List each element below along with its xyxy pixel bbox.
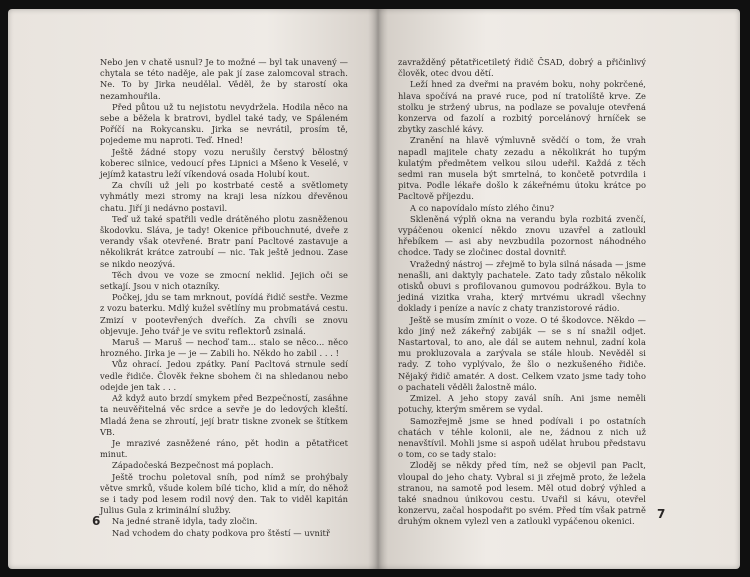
paragraph: Západočeská Bezpečnost má poplach.: [112, 460, 274, 471]
paragraph: Je mrazivé zasněžené ráno, pět hodin a pětatřicet minut.: [100, 437, 348, 460]
left-page-text: [100, 57, 348, 539]
book-spread: [8, 9, 740, 571]
right-page-number: 7: [657, 507, 666, 521]
paragraph: Za chvíli už jeli po kostrbaté cestě a světlomety vyhmátly mezi stromy na kraji lesa nízkou dřevěnou chatu. Jiří ji nedávno postavil.: [100, 180, 348, 213]
paragraph: Ještě trochu poletoval sníh, pod nímž se prohýbaly větve smrků, všude kolem bílé ticho, klid a mír, do něhož se i tady pod lesem rodil nový den. Tak to viděl kapitán Julius Gula z kriminální služby.: [100, 471, 348, 516]
paragraph: Leží hned za dveřmi na pravém boku, nohy pokrčené, hlava spočívá na pravé ruce, pod ní tratolíště krve. Ze stolku je stržený ubrus, na podlaze se povaluje otevřená konzerva od fazolí a rozbitý porcelánový hrníček se zbytky zaschlé kávy.: [398, 79, 646, 135]
paragraph: Před půtou už tu nejistotu nevydržela. Hodila něco na sebe a běžela k bratrovi, bydlel také tady, ve Spáleném Poříčí na Rokycansku. Jirka se nevrátil, prosím tě, pojedeme mu naproti. Teď. Hned!: [100, 101, 348, 146]
right-page-text: [398, 57, 646, 528]
paragraph: Ještě žádné stopy vozu nerušily čerstvý bělostný koberec silnice, vedoucí přes Lipnici a Mšeno k Veselé, v jejímž katastru leží víkendová osada Holubí kout.: [100, 146, 348, 180]
paragraph: Vůz ohrací. Jedou zpátky. Paní Pacltová strnule sedí vedle řidiče. Člověk řekne sbohem či na shledanou nebo odejde jen tak . . .: [100, 359, 348, 392]
paragraph: Teď už také spatřili vedle drátěného plotu zasněženou škodovku. Sláva, je tady! Okenice přibouchnuté, dveře z verandy však otevřené. Bratr paní Pacltové zastavuje a několikrát krátce zatroubí — nic. Tak ještě jednou. Zase se nikdo neozývá.: [100, 213, 348, 269]
paragraph: Až když auto brzdí smykem před Bezpečností, zasáhne ta neuvěřitelná věc srdce a sevře je do ledových kleští. Mladá žena se zhroutí, její bratr tiskne zvonek se štítkem VB.: [100, 393, 348, 437]
paragraph: Samozřejmě jsme se hned podívali i po ostatních chatách v téhle kolonii, ale ne, žádnou z nich už nenavštívil. Mohli jsme si aspoň udělat hrubou představu o tom, co se tady stalo:: [398, 415, 646, 460]
paragraph: A co napovídalo místo zlého činu?: [410, 202, 555, 213]
paragraph: Zloděj se někdy před tím, než se objevil pan Paclt, vloupal do jeho chaty. Vybral si ji zřejmě proto, že ležela stranou, na samotě pod lesem. Měl otud dobrý výhled a také snadnou únikovou cestu. Uvařil si kávu, otevřel konzervu, začal hospodařit po svém. Před tím však patrně druhým oknem vylezl ven a zatloukl vypáčenou okenici.: [398, 460, 646, 527]
paragraph: Těch dvou ve voze se zmocní neklid. Jejich oči se setkají. Jsou v nich otazníky.: [100, 269, 348, 292]
paragraph: Počkej, jdu se tam mrknout, povídá řidič sestře. Vezme z vozu baterku. Mdlý kužel světlíny mu probmatává cestu. Zmizí v pootevřených dveřích. Za chvíli se znovu objevuje. Jeho tvář je ve svitu reflektorů zsinalá.: [100, 292, 348, 336]
paragraph: Ještě se musím zmínit o voze. O té škodovce. Někdo — kdo jiný než zákeřný zabiják — se s ní snažil odjet. Nastartoval, to ano, ale dál se autem nehnul, zadní kola mu prokluzovala a zarývala se stále hloub. Nevěděl si rady. Z toho vyplývalo, že šlo o nezkušeného řidiče. Nějaký řidič amatér. A dost. Celkem vzato jsme tady toho o pachateli věděli žalostně málo.: [398, 314, 646, 392]
paragraph: Zmizel. A jeho stopy zavál sníh. Ani jsme neměli potuchy, kterým směrem se vydal.: [398, 393, 646, 415]
left-page-number: 6: [92, 514, 101, 528]
paragraph: zavražděný pětatřicetiletý řidič ČSAD, dobrý a přičinlivý člověk, otec dvou dětí.: [398, 57, 646, 79]
left-page: [8, 9, 378, 569]
right-page: [378, 9, 740, 569]
paragraph: Skleněná výplň okna na verandu byla rozbitá zvenčí, vypáčenou okenicí někdo znovu uzavřel a zatloukl hřebíkem — asi aby nevzbudila pozornost náhodného chodce. Tady se zločinec dostal dovnitř.: [398, 213, 646, 258]
paragraph: Vražedný nástroj — zřejmě to byla silná násada — jsme nenašli, ani daktyly pachatele. Zato tady zůstalo několik otisků obuvi s profilovanou gumovou podrážkou. Byla to jediná vizitka vraha, který mrtvému ukradl všechny doklady i peníze a navíc z chaty tranzistorové rádio.: [398, 258, 646, 314]
paragraph: Nad vchodem do chaty podkova pro štěstí — uvnitř: [112, 527, 330, 538]
paragraph: Nebo jen v chatě usnul? Je to možné — byl tak unavený — chytala se této naděje, ale pak jí zase zalomcoval strach. Ne. To by Jirka neudělal. Věděl, že by starostí oka nezamhouřila.: [100, 57, 348, 101]
paragraph: Zranění na hlavě výmluvně svědčí o tom, že vrah napadl majitele chaty zezadu a několikrát ho tupým kulatým předmětem velkou silou udeřil. Každá z těch sedmi ran musela být smrtelná, to končetě potvrdila i pitva. Podle lékaře došlo k zákeřnému útoku krátce po Pacltově příjezdu.: [398, 135, 646, 202]
paragraph: Maruš — Maruš — nechoď tam... stalo se něco... něco hrozného. Jirka je — je — Zabili ho. Někdo ho zabil . . . !: [100, 337, 348, 359]
paragraph: Na jedné straně idyla, tady zločin.: [112, 516, 258, 527]
